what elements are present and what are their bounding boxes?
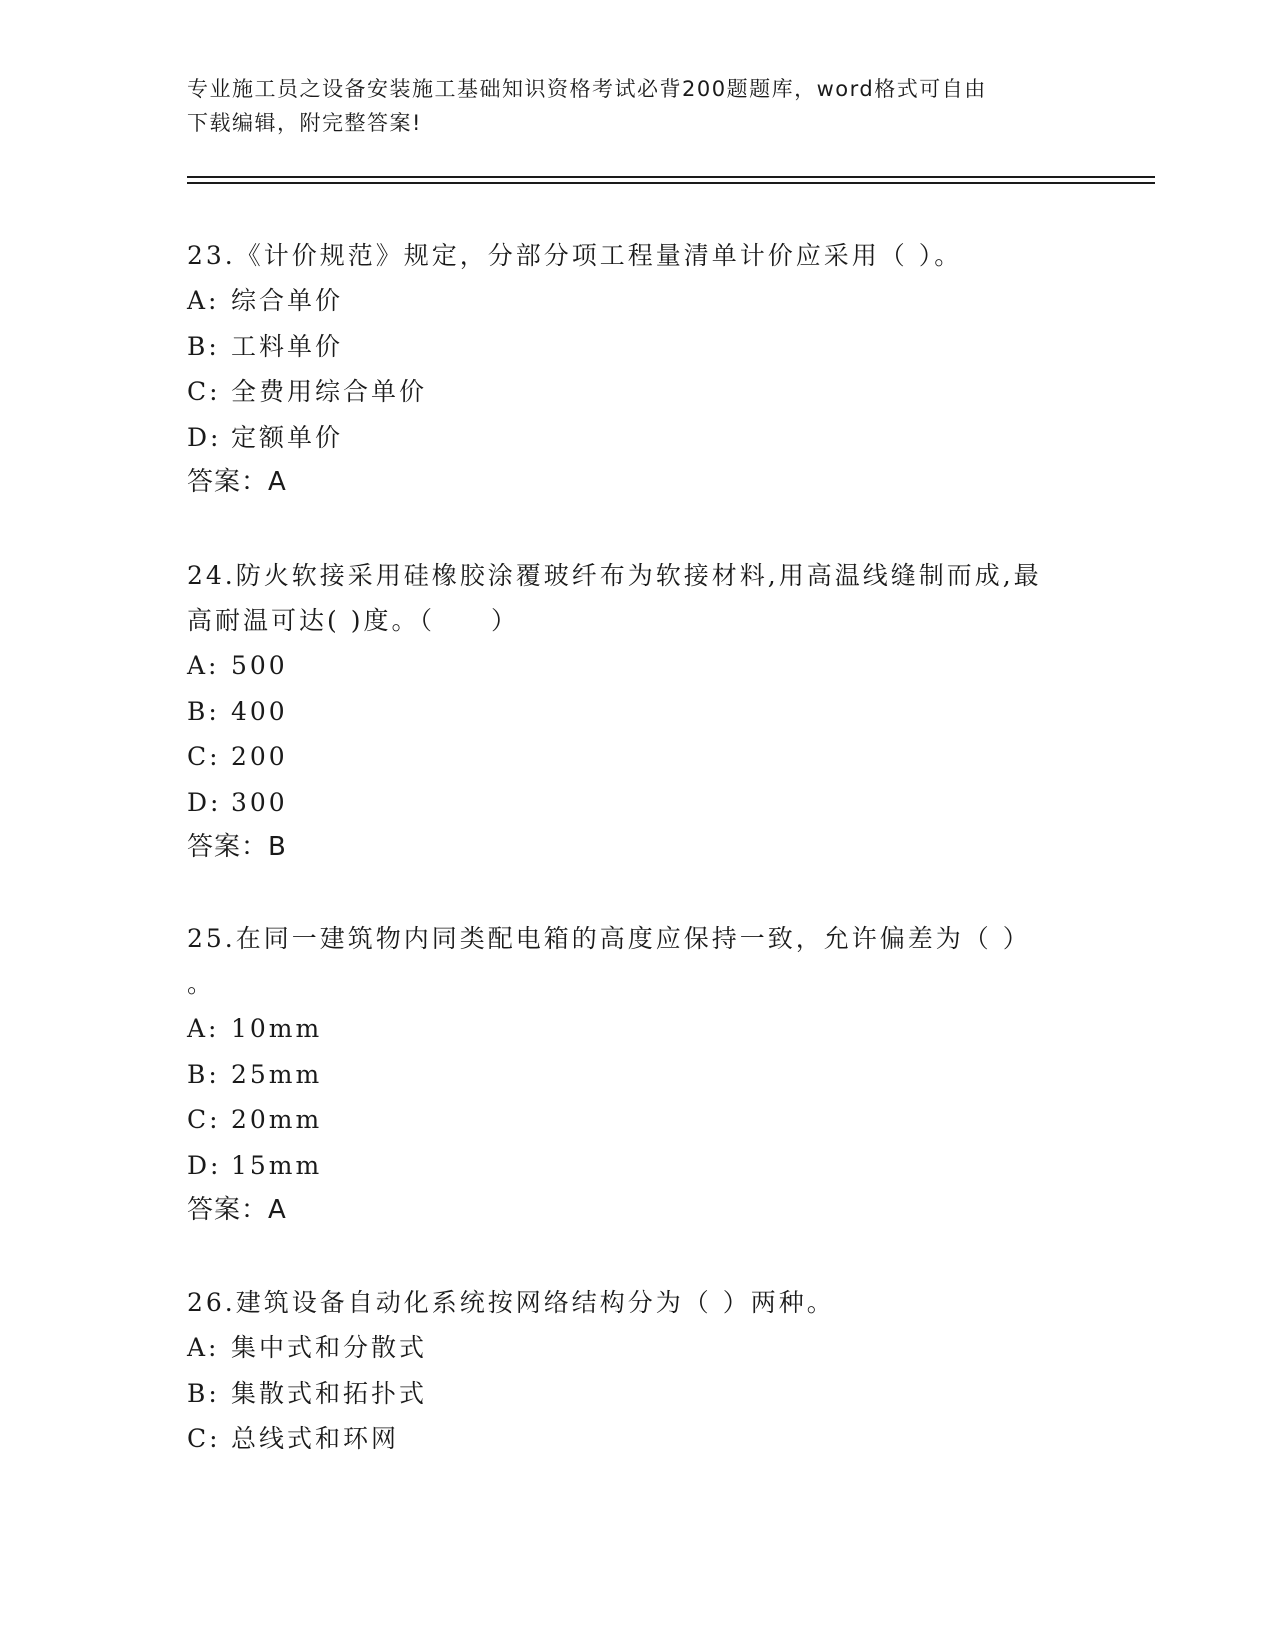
question-26 <box>187 1280 1087 1462</box>
option-text: 15mm <box>231 1150 323 1180</box>
option-text: 定额单价 <box>231 422 344 452</box>
option-letter: B: <box>187 696 220 726</box>
question-stem: 23.《计价规范》规定，分部分项工程量清单计价应采用（ ）。 <box>187 241 963 270</box>
option-a <box>187 1006 1087 1052</box>
question-stem-line-2: 。 <box>187 969 216 998</box>
answer-line: 答案：A <box>187 1195 287 1225</box>
header-line-1: 专业施工员之设备安装施工基础知识资格考试必背200题题库，word格式可自由 <box>187 77 987 101</box>
question-stem-line-1: 24.防火软接采用硅橡胶涂覆玻纤布为软接材料,用高温线缝制而成,最 <box>187 561 1042 590</box>
option-text: 400 <box>231 696 288 726</box>
answer-line: 答案：B <box>187 832 287 862</box>
option-letter: A: <box>187 651 220 680</box>
question-23 <box>187 233 1087 505</box>
option-letter: C: <box>187 742 221 771</box>
question-24 <box>187 553 1087 870</box>
option-text: 集散式和拓扑式 <box>231 1378 428 1408</box>
option-c <box>187 1416 1087 1462</box>
option-text: 10mm <box>231 1014 323 1043</box>
header-line-2: 下载编辑，附完整答案! <box>187 111 422 135</box>
option-text: 200 <box>231 742 288 771</box>
option-text: 综合单价 <box>231 286 344 315</box>
option-letter: B: <box>187 1378 220 1408</box>
option-d <box>187 1143 1087 1189</box>
option-letter: A: <box>187 286 220 315</box>
option-text: 300 <box>231 787 288 817</box>
option-c <box>187 734 1087 780</box>
question-25 <box>187 916 1087 1233</box>
option-b <box>187 689 1087 735</box>
header-divider-top <box>187 176 1155 178</box>
option-a <box>187 278 1087 324</box>
option-b <box>187 324 1087 370</box>
option-letter: B: <box>187 1059 220 1089</box>
option-letter: B: <box>187 331 220 361</box>
option-text: 500 <box>231 651 288 680</box>
option-a <box>187 1325 1087 1371</box>
option-text: 集中式和分散式 <box>231 1333 428 1362</box>
question-stem-line-1: 25.在同一建筑物内同类配电箱的高度应保持一致，允许偏差为（ ） <box>187 924 1031 953</box>
option-c <box>187 1097 1087 1143</box>
option-letter: A: <box>187 1014 220 1043</box>
option-text: 工料单价 <box>231 331 344 361</box>
header-divider-bottom <box>187 182 1155 184</box>
option-b <box>187 1371 1087 1417</box>
option-letter: C: <box>187 1424 221 1453</box>
option-b <box>187 1052 1087 1098</box>
option-text: 20mm <box>231 1105 323 1134</box>
option-letter: C: <box>187 1105 221 1134</box>
answer-line: 答案：A <box>187 467 287 497</box>
question-stem-line-2: 高耐温可达( )度。（ ） <box>187 606 519 635</box>
option-text: 总线式和环网 <box>231 1424 400 1453</box>
option-letter: A: <box>187 1333 220 1362</box>
option-a <box>187 643 1087 689</box>
option-text: 25mm <box>231 1059 323 1089</box>
option-letter: C: <box>187 377 221 406</box>
option-letter: D: <box>187 787 222 817</box>
document-header <box>187 72 1087 140</box>
option-text: 全费用综合单价 <box>231 377 428 406</box>
option-letter: D: <box>187 1150 222 1180</box>
question-stem: 26.建筑设备自动化系统按网络结构分为（ ）两种。 <box>187 1288 835 1317</box>
option-c <box>187 369 1087 415</box>
option-letter: D: <box>187 422 222 452</box>
option-d <box>187 780 1087 826</box>
option-d <box>187 415 1087 461</box>
